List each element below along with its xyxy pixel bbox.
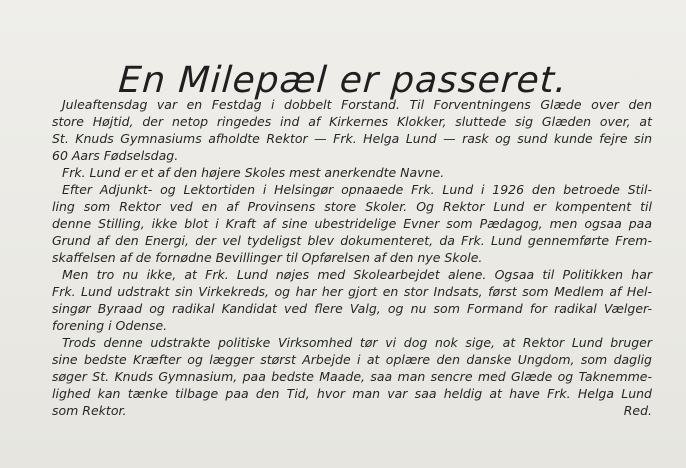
article-paragraph [52, 96, 652, 164]
text-line: 60 Aars Fødselsdag. [52, 148, 179, 163]
article-body [52, 96, 652, 419]
text-line: lighed kan tænke tilbage paa den Tid, hvor man var saa heldig at have Frk. Helga Lund [52, 386, 652, 401]
text-line: denne Stilling, ikke blot i Kraft af sine ubestridelige Evner som Pædagog, men ogsaa paa [52, 216, 652, 231]
article-paragraph [52, 181, 652, 266]
article-paragraph [52, 266, 652, 334]
text-line: store Højtid, der netop ringedes ind af Kirkernes Klokker, sluttede sig Glæden over, at [52, 114, 652, 129]
text-line: singør Byraad og radikal Kandidat ved flere Valg, og nu som Formand for radikal Vælger- [52, 301, 652, 316]
text-line: søger St. Knuds Gymnasium, paa bedste Maade, saa man sencre med Glæde og Taknemme- [52, 369, 652, 384]
text-line: Frk. Lund udstrakt sin Virkekreds, og har her gjort en stor Indsats, først som Medlem af Hel- [52, 284, 652, 299]
text-line: skaffelsen af de fornødne Bevillinger til Opførelsen af den nye Skole. [52, 250, 483, 265]
text-line: sine bedste Kræfter og lægger størst Arbejde i at oplære den danske Ungdom, som daglig [52, 352, 652, 367]
article-paragraph [52, 334, 652, 419]
article-paragraph [52, 164, 652, 181]
text-line: Men tro nu ikke, at Frk. Lund nøjes med Skolearbejdet alene. Ogsaa til Politikken har [62, 267, 652, 282]
text-line: Trods denne udstrakte politiske Virksomhed tør vi dog nok sige, at Rektor Lund bruger [62, 335, 652, 350]
text-line: forening i Odense. [52, 318, 168, 333]
text-line: Grund af den Energi, der vel tydeligst blev dokumenteret, da Frk. Lund gennemførte Frem- [52, 233, 652, 248]
text-line: Efter Adjunkt- og Lektortiden i Helsingør opnaaede Frk. Lund i 1926 den betroede Stil- [62, 182, 652, 197]
text-line: St. Knuds Gymnasiums afholdte Rektor — Frk. Helga Lund — rask og sund kunde fejre sin [52, 131, 652, 146]
signature: Red. [623, 403, 652, 418]
text-line: som Rektor. Red. [52, 403, 652, 418]
article-title: En Milepæl er passeret. [117, 60, 569, 102]
text-line: Juleaftensdag var en Festdag i dobbelt Forstand. Til Forventningens Glæde over den [62, 97, 652, 112]
text-line: Frk. Lund er et af den højere Skoles mest anerkendte Navne. [62, 165, 445, 180]
text-line: ling som Rektor ved en af Provinsens store Skoler. Og Rektor Lund er kompentent til [52, 199, 652, 214]
